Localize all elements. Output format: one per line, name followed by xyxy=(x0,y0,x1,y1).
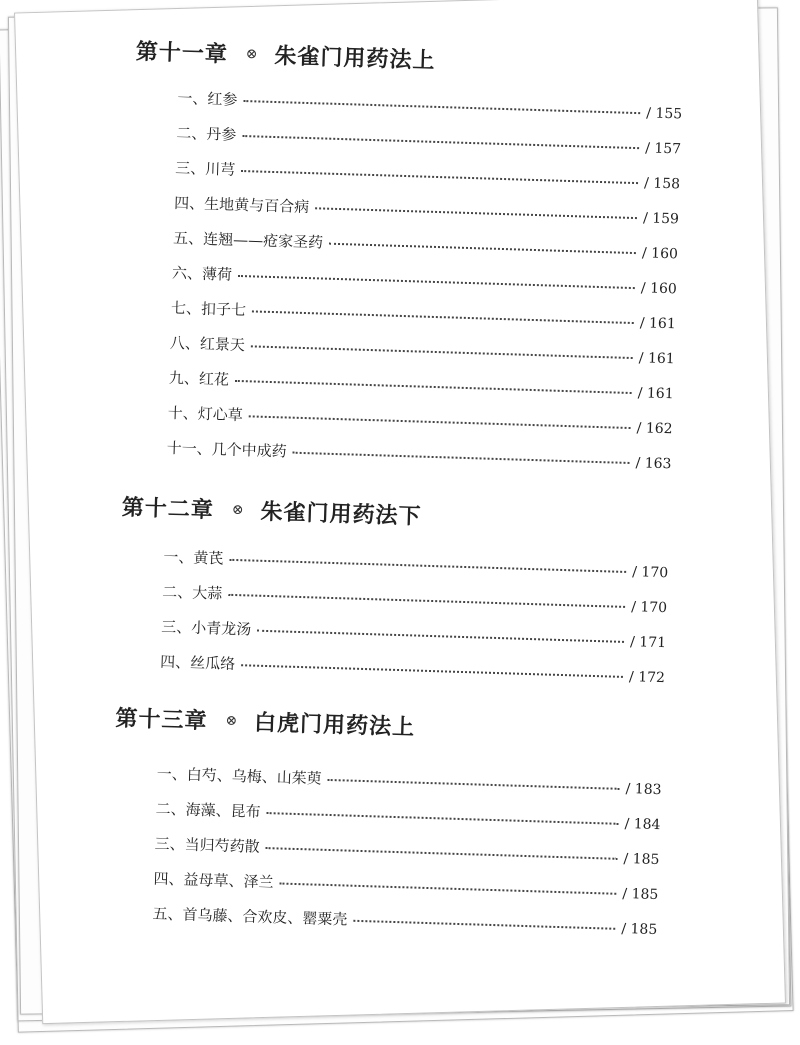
entry-title: 三、当归芍药散 xyxy=(154,834,260,856)
toc-entry[interactable] xyxy=(154,833,659,869)
toc-entry[interactable] xyxy=(171,297,676,333)
entry-page: / 158 xyxy=(643,175,681,193)
knot-ornament-icon: ⊗ xyxy=(245,45,259,62)
chapter-title: 白虎门用药法上 xyxy=(253,709,416,741)
entry-page: / 157 xyxy=(644,140,682,158)
leader-dots xyxy=(238,275,635,289)
leader-dots xyxy=(328,779,620,790)
entry-page: / 172 xyxy=(628,669,666,687)
entry-page: / 185 xyxy=(623,850,660,869)
entry-title: 四、丝瓜络 xyxy=(159,652,236,674)
entry-page: / 160 xyxy=(641,245,679,263)
leader-dots xyxy=(242,135,639,149)
entry-page: / 155 xyxy=(646,105,683,123)
entry-title: 十、灯心草 xyxy=(167,403,244,425)
entry-title: 四、益母草、泽兰 xyxy=(153,869,274,892)
toc-entry[interactable] xyxy=(161,616,666,652)
leader-dots xyxy=(329,243,636,254)
leader-dots xyxy=(315,207,637,219)
chapter-13-heading xyxy=(115,701,416,741)
entry-title: 一、白芍、乌梅、山茱萸 xyxy=(156,764,322,788)
leader-dots xyxy=(243,100,640,114)
leader-dots xyxy=(241,170,638,184)
knot-ornament-icon: ⊗ xyxy=(231,501,245,518)
entry-page: / 162 xyxy=(636,420,673,438)
toc-entry[interactable] xyxy=(174,192,679,228)
toc-entry[interactable] xyxy=(152,903,657,939)
toc-entry[interactable] xyxy=(160,651,665,687)
toc-entry[interactable] xyxy=(176,122,681,158)
entry-page: / 161 xyxy=(638,350,675,368)
knot-ornament-icon: ⊗ xyxy=(225,712,239,729)
entry-page: / 185 xyxy=(622,885,659,904)
entry-title: 七、扣子七 xyxy=(170,298,247,320)
entry-page: / 184 xyxy=(624,816,661,834)
leader-dots xyxy=(293,452,630,464)
entry-title: 十一、几个中成药 xyxy=(166,438,287,461)
toc-entry[interactable] xyxy=(163,546,668,582)
leader-dots xyxy=(229,559,626,573)
leader-dots xyxy=(266,847,618,860)
chapter-title: 朱雀门用药法上 xyxy=(274,42,436,74)
chapter-11-heading xyxy=(135,35,436,75)
toc-entry[interactable] xyxy=(175,157,680,193)
toc-entry[interactable] xyxy=(156,763,661,799)
toc-entry[interactable] xyxy=(173,227,678,263)
toc-entry[interactable] xyxy=(177,87,682,123)
entry-page: / 161 xyxy=(639,315,676,333)
entry-page: / 159 xyxy=(642,210,680,228)
entry-page: / 185 xyxy=(621,920,658,939)
entry-title: 二、大蒜 xyxy=(162,582,223,603)
leader-dots xyxy=(249,415,631,429)
leader-dots xyxy=(228,594,625,608)
toc-entry[interactable] xyxy=(169,367,674,403)
toc-entry[interactable] xyxy=(166,437,671,473)
entry-title: 二、丹参 xyxy=(176,123,237,144)
entry-page: / 160 xyxy=(640,280,678,298)
entry-title: 三、小青龙汤 xyxy=(160,617,252,639)
leader-dots xyxy=(257,630,624,643)
entry-page: / 161 xyxy=(637,385,674,403)
chapter-label: 第十一章 xyxy=(135,38,229,68)
leader-dots xyxy=(279,882,616,894)
leader-dots xyxy=(251,345,633,359)
toc-entry[interactable] xyxy=(162,581,667,617)
toc-entry[interactable] xyxy=(153,868,658,904)
entry-page: / 163 xyxy=(635,455,672,473)
entry-title: 二、海藻、昆布 xyxy=(155,799,261,821)
entry-title: 一、黄芪 xyxy=(163,547,224,568)
leader-dots xyxy=(235,380,632,394)
toc-page xyxy=(14,0,786,1024)
entry-title: 六、薄荷 xyxy=(171,263,233,284)
chapter-12-heading xyxy=(121,491,422,531)
entry-page: / 170 xyxy=(632,564,669,582)
leader-dots xyxy=(267,812,619,825)
entry-title: 八、红景天 xyxy=(169,333,246,355)
entry-title: 一、红参 xyxy=(177,89,238,109)
entry-title: 三、川芎 xyxy=(175,158,236,179)
leader-dots xyxy=(241,664,623,678)
toc-entry[interactable] xyxy=(167,402,672,438)
toc-entry[interactable] xyxy=(155,798,660,834)
chapter-title: 朱雀门用药法下 xyxy=(260,498,422,530)
entry-title: 五、首乌藤、合欢皮、罂粟壳 xyxy=(152,904,348,929)
chapter-label: 第十三章 xyxy=(115,705,208,735)
entry-title: 九、红花 xyxy=(168,368,230,389)
entry-page: / 171 xyxy=(629,634,667,652)
entry-page: / 183 xyxy=(625,781,662,799)
entry-page: / 170 xyxy=(630,599,668,617)
leader-dots xyxy=(353,920,615,930)
leader-dots xyxy=(252,310,634,324)
toc-content xyxy=(14,0,786,1024)
toc-entry[interactable] xyxy=(172,262,677,298)
entry-title: 五、连翘——疮家圣药 xyxy=(172,228,324,252)
toc-entry[interactable] xyxy=(170,332,675,368)
chapter-label: 第十二章 xyxy=(121,494,215,524)
entry-title: 四、生地黄与百合病 xyxy=(173,193,310,217)
